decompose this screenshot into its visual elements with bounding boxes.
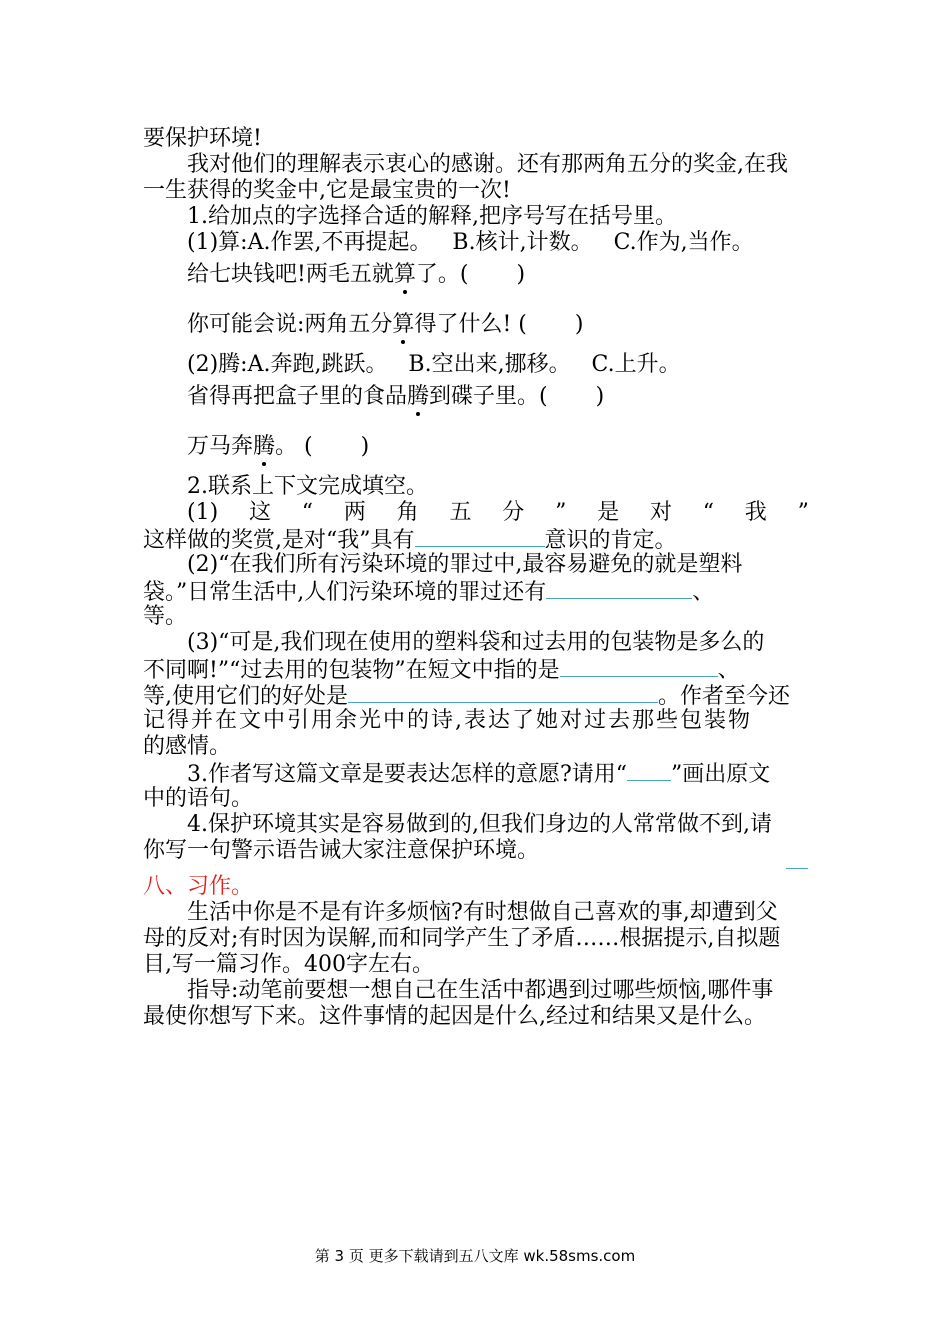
sentence-text: 你可能会说:两角五分 [187, 312, 393, 337]
writing-prompt-line: 母的反对;有时因为误解,而和同学产生了矛盾……根据提示,自拟题 [143, 926, 781, 951]
question-2-title: 2.联系上下文完成填空。 [187, 474, 428, 499]
spaced-char: 五 [449, 500, 472, 525]
question-4-line-2: 你写一句警示语告诫大家注意保护环境。 [143, 838, 540, 863]
page-footer: 第 3 页 更多下载请到五八文库 wk.58sms.com [314, 1247, 636, 1265]
sentence-text: ) [516, 262, 526, 287]
question-1-title: 1.给加点的字选择合适的解释,把序号写在括号里。 [187, 204, 677, 229]
underline-sample [627, 760, 671, 781]
spaced-char: “ [702, 500, 714, 525]
sentence-4 [187, 434, 809, 460]
question-2-1-line [187, 500, 809, 526]
question-1-2-options: (2)腾:A.奔跑,跳跃。 B.空出来,挪移。 C.上升。 [187, 352, 681, 377]
spaced-char: 是 [597, 500, 620, 525]
section-heading: 八、习作。 [143, 874, 254, 899]
fill-blank[interactable] [560, 656, 718, 677]
sentence-text: 到碟子里。( [429, 384, 548, 409]
sentence-text: 不同啊!”“过去用的包装物”在短文中指的是 [143, 658, 560, 683]
sentence-text: 给七块钱吧!两毛五就 [187, 262, 394, 287]
sentence-text: 了。( [415, 262, 469, 287]
sentence-text: 万马奔 [187, 434, 254, 459]
question-3-line-2: 中的语句。 [143, 786, 254, 811]
spaced-char: ” [797, 500, 809, 525]
spaced-char: 分 [502, 500, 525, 525]
fill-blank[interactable] [348, 682, 658, 703]
sentence-3 [187, 384, 809, 410]
sentence-text: 得了什么! ( [414, 312, 527, 337]
fill-blank[interactable] [415, 526, 545, 547]
sentence-text: 省得再把盒子里的食品 [187, 384, 408, 409]
writing-guide-line: 指导:动笔前要想一想自己在生活中都遇到过哪些烦恼,哪件事 [187, 978, 774, 1003]
text-line: 我对他们的理解表示衷心的感谢。还有那两角五分的奖金,在我 [187, 152, 788, 177]
dotted-char: 算 [392, 312, 415, 337]
sentence-text: 、 [692, 580, 715, 605]
sentence-text: 意识的肯定。 [544, 528, 677, 553]
sentence-text: 袋。”日常生活中,人们污染环境的罪过还有 [143, 580, 547, 605]
spaced-char: 两 [343, 500, 366, 525]
sentence-text: 这样做的奖赏,是对“我”具有 [143, 528, 415, 553]
spaced-char: 这 [248, 500, 271, 525]
sentence-text: 、 [717, 658, 740, 683]
writing-guide-line: 最使你想写下来。这件事情的起因是什么,经过和结果又是什么。 [143, 1004, 766, 1029]
question-3-line [187, 760, 809, 786]
question-2-3-line-5: 的感情。 [143, 734, 232, 759]
sentence-1 [187, 262, 809, 288]
sentence-text: 。 ( [275, 434, 313, 459]
question-2-3-line-3 [143, 682, 809, 708]
text-line: 要保护环境! [143, 126, 262, 151]
fill-blank[interactable] [546, 578, 692, 599]
dotted-char: 腾 [407, 384, 430, 409]
answer-line[interactable] [786, 868, 808, 869]
dotted-char: 算 [393, 262, 416, 287]
sentence-text: 等,使用它们的好处是 [143, 684, 348, 709]
question-2-2-line-3: 等。 [143, 604, 188, 629]
spaced-char: 我 [744, 500, 767, 525]
sentence-text: ) [360, 434, 370, 459]
sentence-text: 3.作者写这篇文章是要表达怎样的意愿?请用“ [187, 762, 628, 787]
question-2-1-line-2 [143, 526, 809, 552]
question-2-3-line-4: 记得并在文中引用余光中的诗,表达了她对过去那些包装物 [143, 708, 752, 733]
question-2-2-line-2 [143, 578, 809, 604]
question-4-line: 4.保护环境其实是容易做到的,但我们身边的人常常做不到,请 [187, 812, 772, 837]
question-2-3-line-2 [143, 656, 809, 682]
question-1-1-options: (1)算:A.作罢,不再提起。 B.核计,计数。 C.作为,当作。 [187, 230, 754, 255]
spaced-char: “ [301, 500, 314, 525]
writing-prompt-line: 目,写一篇习作。400字左右。 [143, 952, 434, 977]
writing-prompt-line: 生活中你是不是有许多烦恼?有时想做自己喜欢的事,却遭到父 [187, 900, 778, 925]
sentence-text: ”画出原文 [671, 762, 771, 787]
spaced-char: (1) [187, 500, 219, 525]
sentence-text: ) [595, 384, 605, 409]
question-2-3-line: (3)“可是,我们现在使用的塑料袋和过去用的包装物是多么的 [187, 630, 765, 655]
text-line: 一生获得的奖金中,它是最宝贵的一次! [143, 178, 511, 203]
sentence-2 [187, 312, 809, 338]
sentence-text: 。作者至今还 [658, 684, 791, 709]
spaced-char: 角 [396, 500, 419, 525]
sentence-text: ) [574, 312, 584, 337]
spaced-char: 对 [649, 500, 672, 525]
dotted-char: 腾 [253, 434, 276, 459]
question-2-2-line: (2)“在我们所有污染环境的罪过中,最容易避免的就是塑料 [187, 552, 743, 577]
spaced-char: ” [555, 500, 567, 525]
